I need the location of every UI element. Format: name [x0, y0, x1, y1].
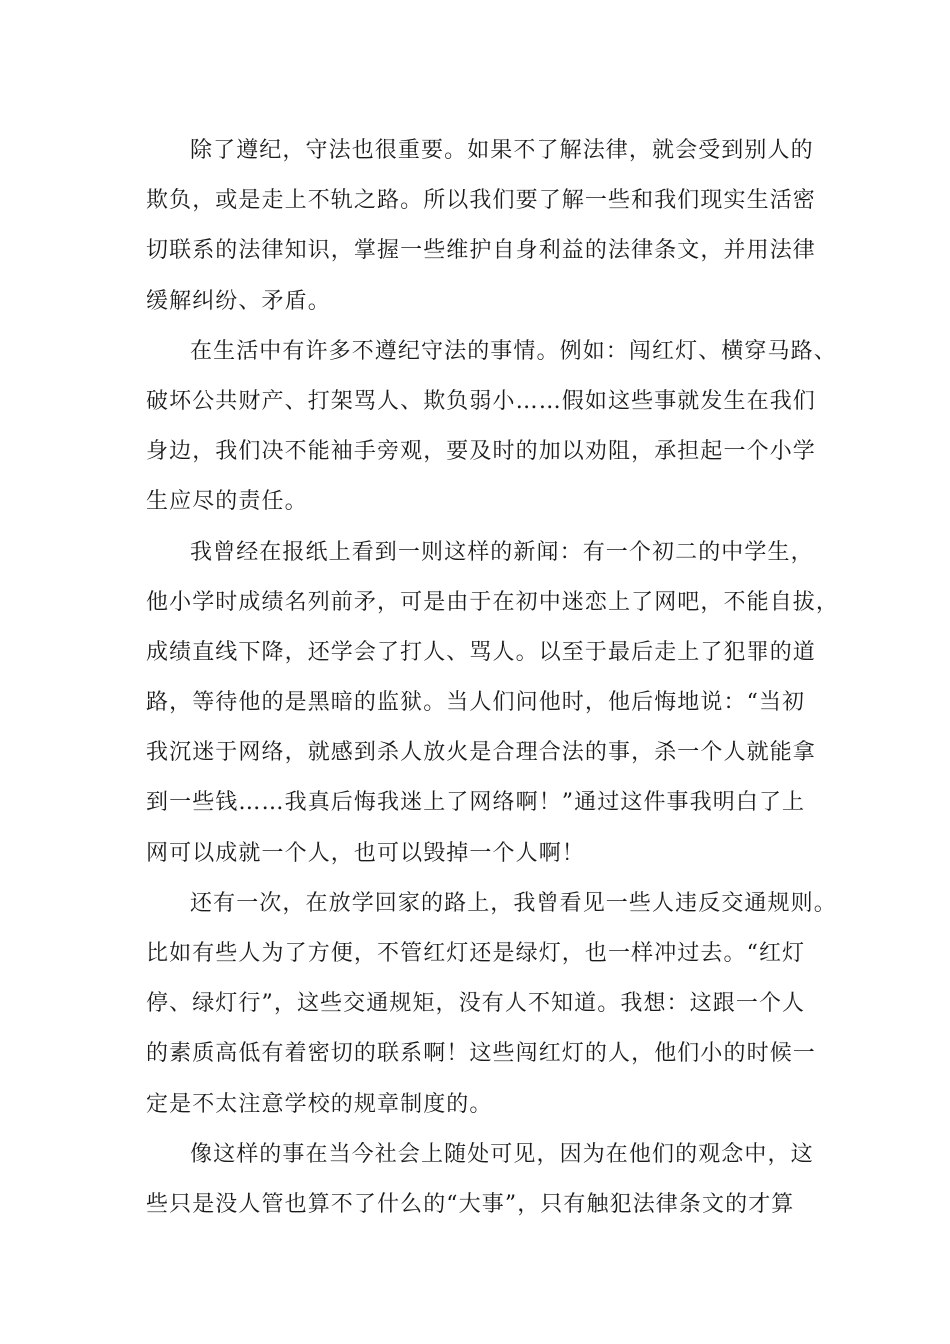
text-line: 的素质高低有着密切的联系啊！这些闯红灯的人，他们小的时候一 — [146, 1041, 816, 1067]
text-line: 我沉迷于网络，就感到杀人放火是合理合法的事，杀一个人就能拿 — [146, 740, 816, 766]
text-line: 切联系的法律知识，掌握一些维护自身利益的法律条文，并用法律 — [146, 238, 816, 264]
text-line: 定是不太注意学校的规章制度的。 — [146, 1091, 493, 1117]
paragraph-3 — [146, 533, 840, 884]
paragraph-1 — [146, 131, 816, 332]
text-line: 网可以成就一个人，也可以毁掉一个人啊！ — [146, 840, 585, 866]
text-line: 欺负，或是走上不轨之路。所以我们要了解一些和我们现实生活密 — [146, 188, 816, 214]
text-line: 比如有些人为了方便，不管红灯还是绿灯，也一样冲过去。“红灯 — [146, 941, 806, 966]
text-line: 他小学时成绩名列前矛，可是由于在初中迷恋上了网吧，不能自拔， — [146, 589, 840, 615]
text-line: 路，等待他的是黑暗的监狱。当人们问他时，他后悔地说：“当初 — [146, 690, 806, 716]
text-line: 缓解纠纷、矛盾。 — [146, 288, 331, 314]
text-line: 成绩直线下降，还学会了打人、骂人。以至于最后走上了犯罪的道 — [146, 639, 816, 665]
text-line: 破坏公共财产、打架骂人、欺负弱小……假如这些事就发生在我们 — [146, 388, 816, 414]
text-line: 在生活中有许多不遵纪守法的事情。例如：闯红灯、横穿马路、 — [190, 338, 837, 364]
document-body — [146, 131, 840, 1235]
text-line: 我曾经在报纸上看到一则这样的新闻：有一个初二的中学生， — [190, 539, 814, 565]
text-line: 生应尽的责任。 — [146, 489, 308, 515]
text-line: 些只是没人管也算不了什么的“大事”，只有触犯法律条文的才算 — [146, 1191, 795, 1217]
paragraph-2 — [146, 332, 837, 533]
text-line: 除了遵纪，守法也很重要。如果不了解法律，就会受到别人的 — [190, 138, 814, 163]
text-line: 还有一次，在放学回家的路上，我曾看见一些人违反交通规则。 — [190, 890, 837, 916]
paragraph-5 — [146, 1135, 814, 1235]
paragraph-4 — [146, 884, 837, 1135]
text-line: 像这样的事在当今社会上随处可见，因为在他们的观念中，这 — [190, 1141, 814, 1167]
text-line: 到一些钱……我真后悔我迷上了网络啊！”通过这件事我明白了上 — [146, 790, 806, 816]
text-line: 身边，我们决不能袖手旁观，要及时的加以劝阻，承担起一个小学 — [146, 439, 816, 465]
text-line: 停、绿灯行”，这些交通规矩，没有人不知道。我想：这跟一个人 — [146, 991, 806, 1017]
